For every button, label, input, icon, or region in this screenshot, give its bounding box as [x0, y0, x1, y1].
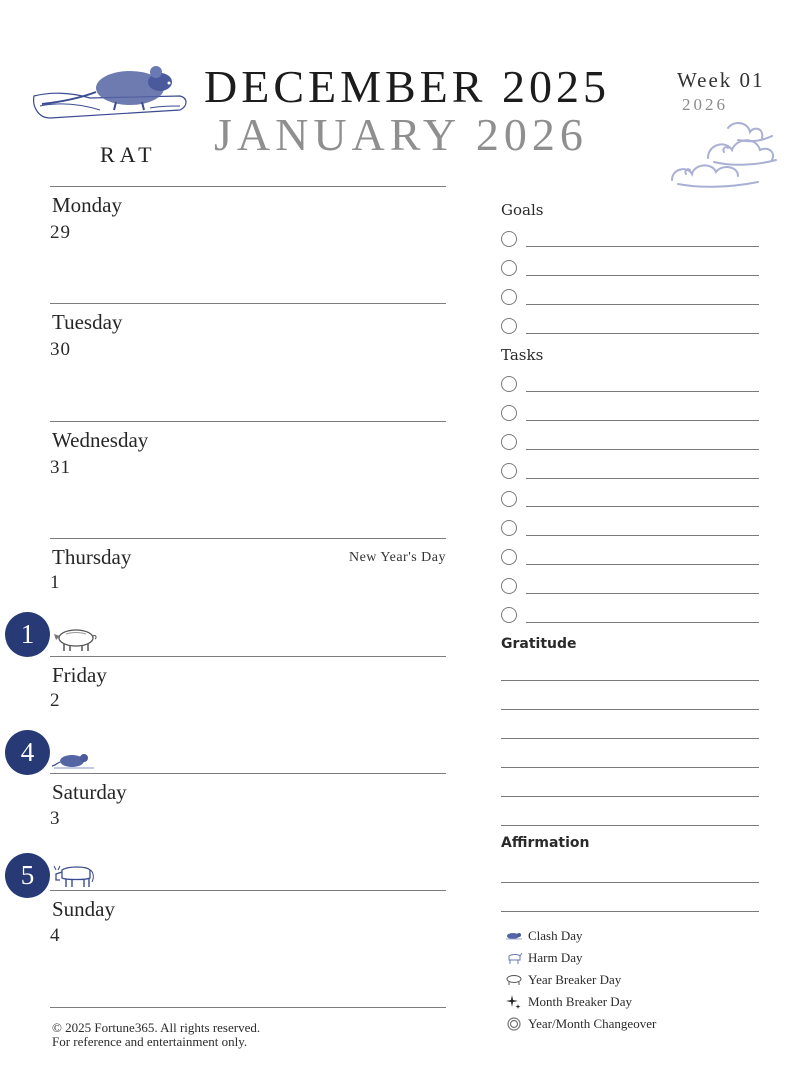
write-line	[526, 449, 759, 450]
task-item[interactable]	[501, 607, 759, 625]
write-line	[526, 506, 759, 507]
task-item[interactable]	[501, 405, 759, 423]
checkbox-circle[interactable]	[501, 318, 517, 334]
task-item[interactable]	[501, 578, 759, 596]
gratitude-line[interactable]	[501, 825, 759, 826]
write-line	[526, 304, 759, 305]
month-title-primary: DECEMBER 2025	[204, 61, 610, 112]
day-number-sunday: 4	[50, 925, 61, 946]
goal-item[interactable]	[501, 260, 759, 278]
goal-item[interactable]	[501, 289, 759, 307]
disclaimer-text: For reference and entertainment only.	[52, 1034, 248, 1049]
checkbox-circle[interactable]	[501, 520, 517, 536]
pig-icon	[52, 624, 98, 654]
pig-icon	[504, 973, 524, 987]
legend-year-breaker-day	[504, 972, 621, 988]
checkbox-circle[interactable]	[501, 260, 517, 276]
legend-label: Harm Day	[528, 950, 583, 965]
task-item[interactable]	[501, 520, 759, 538]
checkbox-circle[interactable]	[501, 491, 517, 507]
day-divider	[50, 890, 446, 891]
day-name-tuesday: Tuesday	[52, 310, 123, 334]
task-item[interactable]	[501, 549, 759, 567]
task-item[interactable]	[501, 434, 759, 452]
day-number-wednesday: 31	[50, 457, 71, 478]
holiday-label: New Year's Day	[348, 550, 446, 565]
write-line	[526, 246, 759, 247]
legend-label: Month Breaker Day	[528, 994, 632, 1009]
week-label: Week 01	[677, 68, 765, 92]
day-name-monday: Monday	[52, 193, 122, 217]
week-year: 2026	[682, 95, 728, 114]
gratitude-line[interactable]	[501, 680, 759, 681]
gratitude-line[interactable]	[501, 796, 759, 797]
checkbox-circle[interactable]	[501, 607, 517, 623]
day-name-wednesday: Wednesday	[52, 428, 149, 452]
month-title-secondary: JANUARY 2026	[214, 109, 588, 160]
write-line	[526, 535, 759, 536]
double-circle-icon	[504, 1017, 524, 1031]
copyright-text: © 2025 Fortune365. All rights reserved.	[52, 1020, 261, 1035]
checkbox-circle[interactable]	[501, 376, 517, 392]
day-marker-badge: 5	[5, 853, 50, 898]
task-item[interactable]	[501, 376, 759, 394]
write-line	[526, 564, 759, 565]
goals-heading: Goals	[501, 201, 544, 219]
day-number-thursday: 1	[50, 572, 61, 593]
day-number-friday: 2	[50, 690, 61, 711]
checkbox-circle[interactable]	[501, 289, 517, 305]
day-divider	[50, 773, 446, 774]
checkbox-circle[interactable]	[501, 434, 517, 450]
goal-item[interactable]	[501, 318, 759, 336]
checkbox-circle[interactable]	[501, 405, 517, 421]
footer	[52, 1021, 260, 1049]
rat-icon	[504, 929, 524, 943]
checkbox-circle[interactable]	[501, 463, 517, 479]
write-line	[526, 593, 759, 594]
affirmation-heading: Affirmation	[501, 835, 590, 851]
tasks-heading: Tasks	[501, 346, 544, 364]
day-number-monday: 29	[50, 222, 71, 243]
day-divider	[50, 421, 446, 422]
checkbox-circle[interactable]	[501, 231, 517, 247]
day-marker-badge: 1	[5, 612, 50, 657]
write-line	[526, 478, 759, 479]
cloud-icon	[668, 118, 780, 192]
day-divider	[50, 186, 446, 187]
task-item[interactable]	[501, 463, 759, 481]
sparkle-icon	[504, 995, 524, 1009]
affirmation-line[interactable]	[501, 882, 759, 883]
day-divider	[50, 656, 446, 657]
gratitude-heading: Gratitude	[501, 636, 577, 652]
legend-label: Year/Month Changeover	[528, 1016, 657, 1031]
legend-clash-day	[504, 928, 583, 944]
legend-label: Year Breaker Day	[528, 972, 622, 987]
checkbox-circle[interactable]	[501, 578, 517, 594]
checkbox-circle[interactable]	[501, 549, 517, 565]
day-name-sunday: Sunday	[52, 897, 115, 921]
rat-icon	[52, 750, 96, 772]
day-name-saturday: Saturday	[52, 780, 127, 804]
write-line	[526, 275, 759, 276]
gratitude-line[interactable]	[501, 767, 759, 768]
legend-changeover	[504, 1016, 656, 1032]
legend-harm-day	[504, 950, 583, 966]
affirmation-line[interactable]	[501, 911, 759, 912]
day-number-saturday: 3	[50, 808, 61, 829]
rat-illustration	[30, 62, 190, 130]
ox-icon	[52, 860, 96, 890]
gratitude-line[interactable]	[501, 738, 759, 739]
task-item[interactable]	[501, 491, 759, 509]
gratitude-line[interactable]	[501, 709, 759, 710]
write-line	[526, 333, 759, 334]
day-divider	[50, 303, 446, 304]
write-line	[526, 391, 759, 392]
day-marker-badge: 4	[5, 730, 50, 775]
goal-item[interactable]	[501, 231, 759, 249]
write-line	[526, 420, 759, 421]
goat-icon	[504, 951, 524, 965]
legend-label: Clash Day	[528, 928, 583, 943]
day-divider	[50, 538, 446, 539]
zodiac-animal-name: RAT	[100, 142, 157, 167]
day-name-friday: Friday	[52, 663, 107, 687]
day-number-tuesday: 30	[50, 339, 71, 360]
write-line	[526, 622, 759, 623]
day-name-thursday: Thursday	[52, 545, 132, 569]
day-divider	[50, 1007, 446, 1008]
legend-month-breaker-day	[504, 994, 632, 1010]
